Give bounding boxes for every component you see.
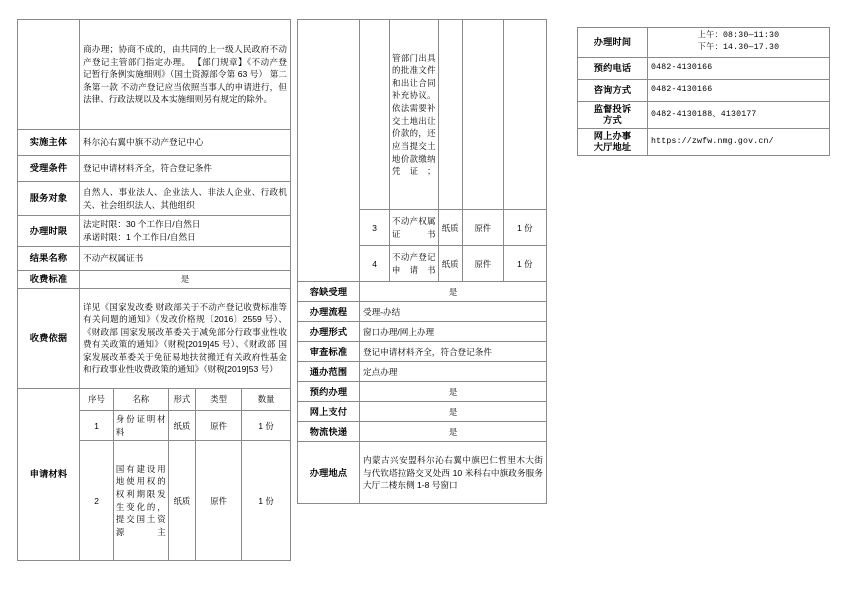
table-row xyxy=(578,79,830,101)
row-value-appointment: 是 xyxy=(360,382,547,402)
material-type: 原件 xyxy=(196,441,242,561)
table-row xyxy=(18,20,291,130)
material-form: 纸质 xyxy=(438,210,462,246)
time-limit-statutory: 法定时限：30 个工作日/自然日 xyxy=(83,219,201,229)
row-value-coverage: 定点办理 xyxy=(360,362,547,382)
row-value-online-payment: 是 xyxy=(360,402,547,422)
row-value-tolerant-acceptance: 是 xyxy=(360,282,547,302)
materials-col-form: 形式 xyxy=(168,388,195,410)
row-label-tolerant-acceptance: 容缺受理 xyxy=(298,282,360,302)
material-qty: 1 份 xyxy=(242,441,290,561)
row-value-fee-standard: 是 xyxy=(80,270,291,288)
row-value-time-limit xyxy=(80,216,291,247)
material-name: 国有建设用地使用权的权利期限发生变化的，提交国土资源主 xyxy=(113,441,168,561)
row-label-complaint xyxy=(578,101,648,128)
column-left xyxy=(17,19,290,561)
material-qty xyxy=(503,20,546,210)
table-row xyxy=(298,402,547,422)
row-value-complaint: 0482-4130188、4130177 xyxy=(648,101,830,128)
material-type: 原件 xyxy=(196,410,242,440)
table-row xyxy=(18,388,291,561)
portal-label-line2: 大厅地址 xyxy=(593,141,632,152)
row-value-portal-address[interactable]: https://zwfw.nmg.gov.cn/ xyxy=(648,128,830,155)
row-label-fee-basis: 收费依据 xyxy=(18,288,80,388)
row-value-process: 受理-办结 xyxy=(360,302,547,322)
material-form xyxy=(438,20,462,210)
table-row xyxy=(18,270,291,288)
row-label-form: 办理形式 xyxy=(298,322,360,342)
row-label-acceptance-conditions: 受理条件 xyxy=(18,156,80,182)
table-row xyxy=(578,128,830,155)
row-label-appointment-phone: 预约电话 xyxy=(578,57,648,79)
material-name: 管部门出具的批准文件和出让合同补充协议。依法需要补交土地出让价款的，还应当提交土地价款缴纳凭证； xyxy=(390,20,439,210)
row-label-location: 办理地点 xyxy=(298,442,360,504)
material-name: 身份证明材料 xyxy=(113,410,168,440)
table-row xyxy=(298,20,547,282)
complaint-label-line1: 监督投诉 xyxy=(593,103,632,114)
service-item-table-middle xyxy=(297,19,547,504)
materials-col-qty: 数量 xyxy=(242,388,290,410)
row-value-logistics-delivery: 是 xyxy=(360,422,547,442)
row-label-logistics-delivery: 物流快递 xyxy=(298,422,360,442)
row-label-continued xyxy=(18,20,80,130)
row-value-appointment-phone: 0482-4130166 xyxy=(648,57,830,79)
materials-row xyxy=(80,410,291,440)
row-value-location: 内蒙古兴安盟科尔沁右翼中旗巴仁哲里木大街与代钦塔拉路交叉处西 10 米科右中旗政务服务大厅二楼东侧 1-8 号窗口 xyxy=(360,442,547,504)
material-no: 3 xyxy=(360,210,390,246)
material-type: 原件 xyxy=(462,246,503,282)
row-label-application-materials: 申请材料 xyxy=(18,388,80,561)
row-label-office-hours: 办理时间 xyxy=(578,28,648,58)
application-materials-cell-continued xyxy=(360,20,547,282)
materials-col-no: 序号 xyxy=(80,388,114,410)
table-row xyxy=(298,322,547,342)
row-value-form: 窗口办理/网上办理 xyxy=(360,322,547,342)
row-value-fee-basis: 详见《国家发改委 财政部关于不动产登记收费标准等有关问题的通知》（发改价格规〔2016〕2559 号）、《财政部 国家发展改革委关于减免部分行政事业性收费有关政策的通知》（财税[2019]45 号）、《财政部 国家发展改革委关于免征易地扶贫搬迁有关政府性基金和行政事业性收费政策的通知》（财税[2019]53 号） xyxy=(80,288,291,388)
materials-col-type: 类型 xyxy=(196,388,242,410)
application-materials-cell xyxy=(80,388,291,561)
material-qty: 1 份 xyxy=(503,246,546,282)
material-no: 4 xyxy=(360,246,390,282)
materials-col-name: 名称 xyxy=(113,388,168,410)
portal-label-line1: 网上办事 xyxy=(593,130,632,141)
material-no xyxy=(360,20,390,210)
material-name: 不动产权属证书 xyxy=(390,210,439,246)
complaint-label-line2: 方式 xyxy=(603,114,622,125)
row-value-consultation: 0482-4130166 xyxy=(648,79,830,101)
row-value-office-hours xyxy=(648,28,830,58)
materials-header-row xyxy=(80,388,291,410)
table-row xyxy=(18,246,291,270)
column-right xyxy=(577,27,829,156)
table-row xyxy=(298,302,547,322)
row-label-time-limit: 办理时限 xyxy=(18,216,80,247)
row-value-acceptance-conditions: 登记申请材料齐全，符合登记条件 xyxy=(80,156,291,182)
row-label-coverage: 通办范围 xyxy=(298,362,360,382)
office-hours-morning: 上午：08:30—11:30 xyxy=(697,31,780,40)
table-row xyxy=(298,382,547,402)
row-value-implementing-body: 科尔沁右翼中旗不动产登记中心 xyxy=(80,130,291,156)
table-row xyxy=(578,57,830,79)
materials-row xyxy=(360,20,547,210)
row-label-application-materials-continued xyxy=(298,20,360,282)
material-form: 纸质 xyxy=(438,246,462,282)
table-row xyxy=(18,182,291,216)
time-limit-promised: 承诺时限：1 个工作日/自然日 xyxy=(83,231,196,242)
row-value-review-standard: 登记申请材料齐全，符合登记条件 xyxy=(360,342,547,362)
table-row xyxy=(18,216,291,247)
materials-row xyxy=(360,210,547,246)
material-type xyxy=(462,20,503,210)
row-label-portal-address xyxy=(578,128,648,155)
table-row xyxy=(298,422,547,442)
row-value-service-targets: 自然人、事业法人、企业法人、非法人企业、行政机关、社会组织法人、其他组织 xyxy=(80,182,291,216)
row-label-fee-standard: 收费标准 xyxy=(18,270,80,288)
row-label-appointment: 预约办理 xyxy=(298,382,360,402)
materials-table-continued xyxy=(359,19,547,282)
materials-row xyxy=(360,246,547,282)
material-name: 不动产登记申请书 xyxy=(390,246,439,282)
table-row xyxy=(298,342,547,362)
service-item-table-left xyxy=(17,19,291,561)
row-label-service-targets: 服务对象 xyxy=(18,182,80,216)
table-row xyxy=(18,156,291,182)
row-label-implementing-body: 实施主体 xyxy=(18,130,80,156)
material-form: 纸质 xyxy=(168,441,195,561)
row-label-online-payment: 网上支付 xyxy=(298,402,360,422)
material-type: 原件 xyxy=(462,210,503,246)
row-label-process: 办理流程 xyxy=(298,302,360,322)
row-value-result-name: 不动产权属证书 xyxy=(80,246,291,270)
table-row xyxy=(578,28,830,58)
row-label-review-standard: 审查标准 xyxy=(298,342,360,362)
row-label-consultation: 咨询方式 xyxy=(578,79,648,101)
table-row xyxy=(298,442,547,504)
row-value-legal-basis-continued: 商办理；协商不成的，由共同的上一级人民政府不动产登记主管部门指定办理。 【部门规章】《不动产登记暂行条例实施细则》（国土资源部令第 63 号） 第二条第一款 不动产登记应当依照当事人的申请进行，但法律、行政法规以及本实施细则另有规定的除外。 xyxy=(80,20,291,130)
service-item-table-right xyxy=(577,27,830,156)
material-form: 纸质 xyxy=(168,410,195,440)
row-label-result-name: 结果名称 xyxy=(18,246,80,270)
material-qty: 1 份 xyxy=(242,410,290,440)
table-row xyxy=(298,282,547,302)
materials-table xyxy=(79,388,291,561)
table-row xyxy=(18,130,291,156)
materials-row xyxy=(80,441,291,561)
office-hours-afternoon: 下午：14.30—17.30 xyxy=(697,43,780,53)
table-row xyxy=(578,101,830,128)
table-row xyxy=(298,362,547,382)
material-no: 2 xyxy=(80,441,114,561)
material-qty: 1 份 xyxy=(503,210,546,246)
column-middle xyxy=(297,19,546,504)
table-row xyxy=(18,288,291,388)
material-no: 1 xyxy=(80,410,114,440)
